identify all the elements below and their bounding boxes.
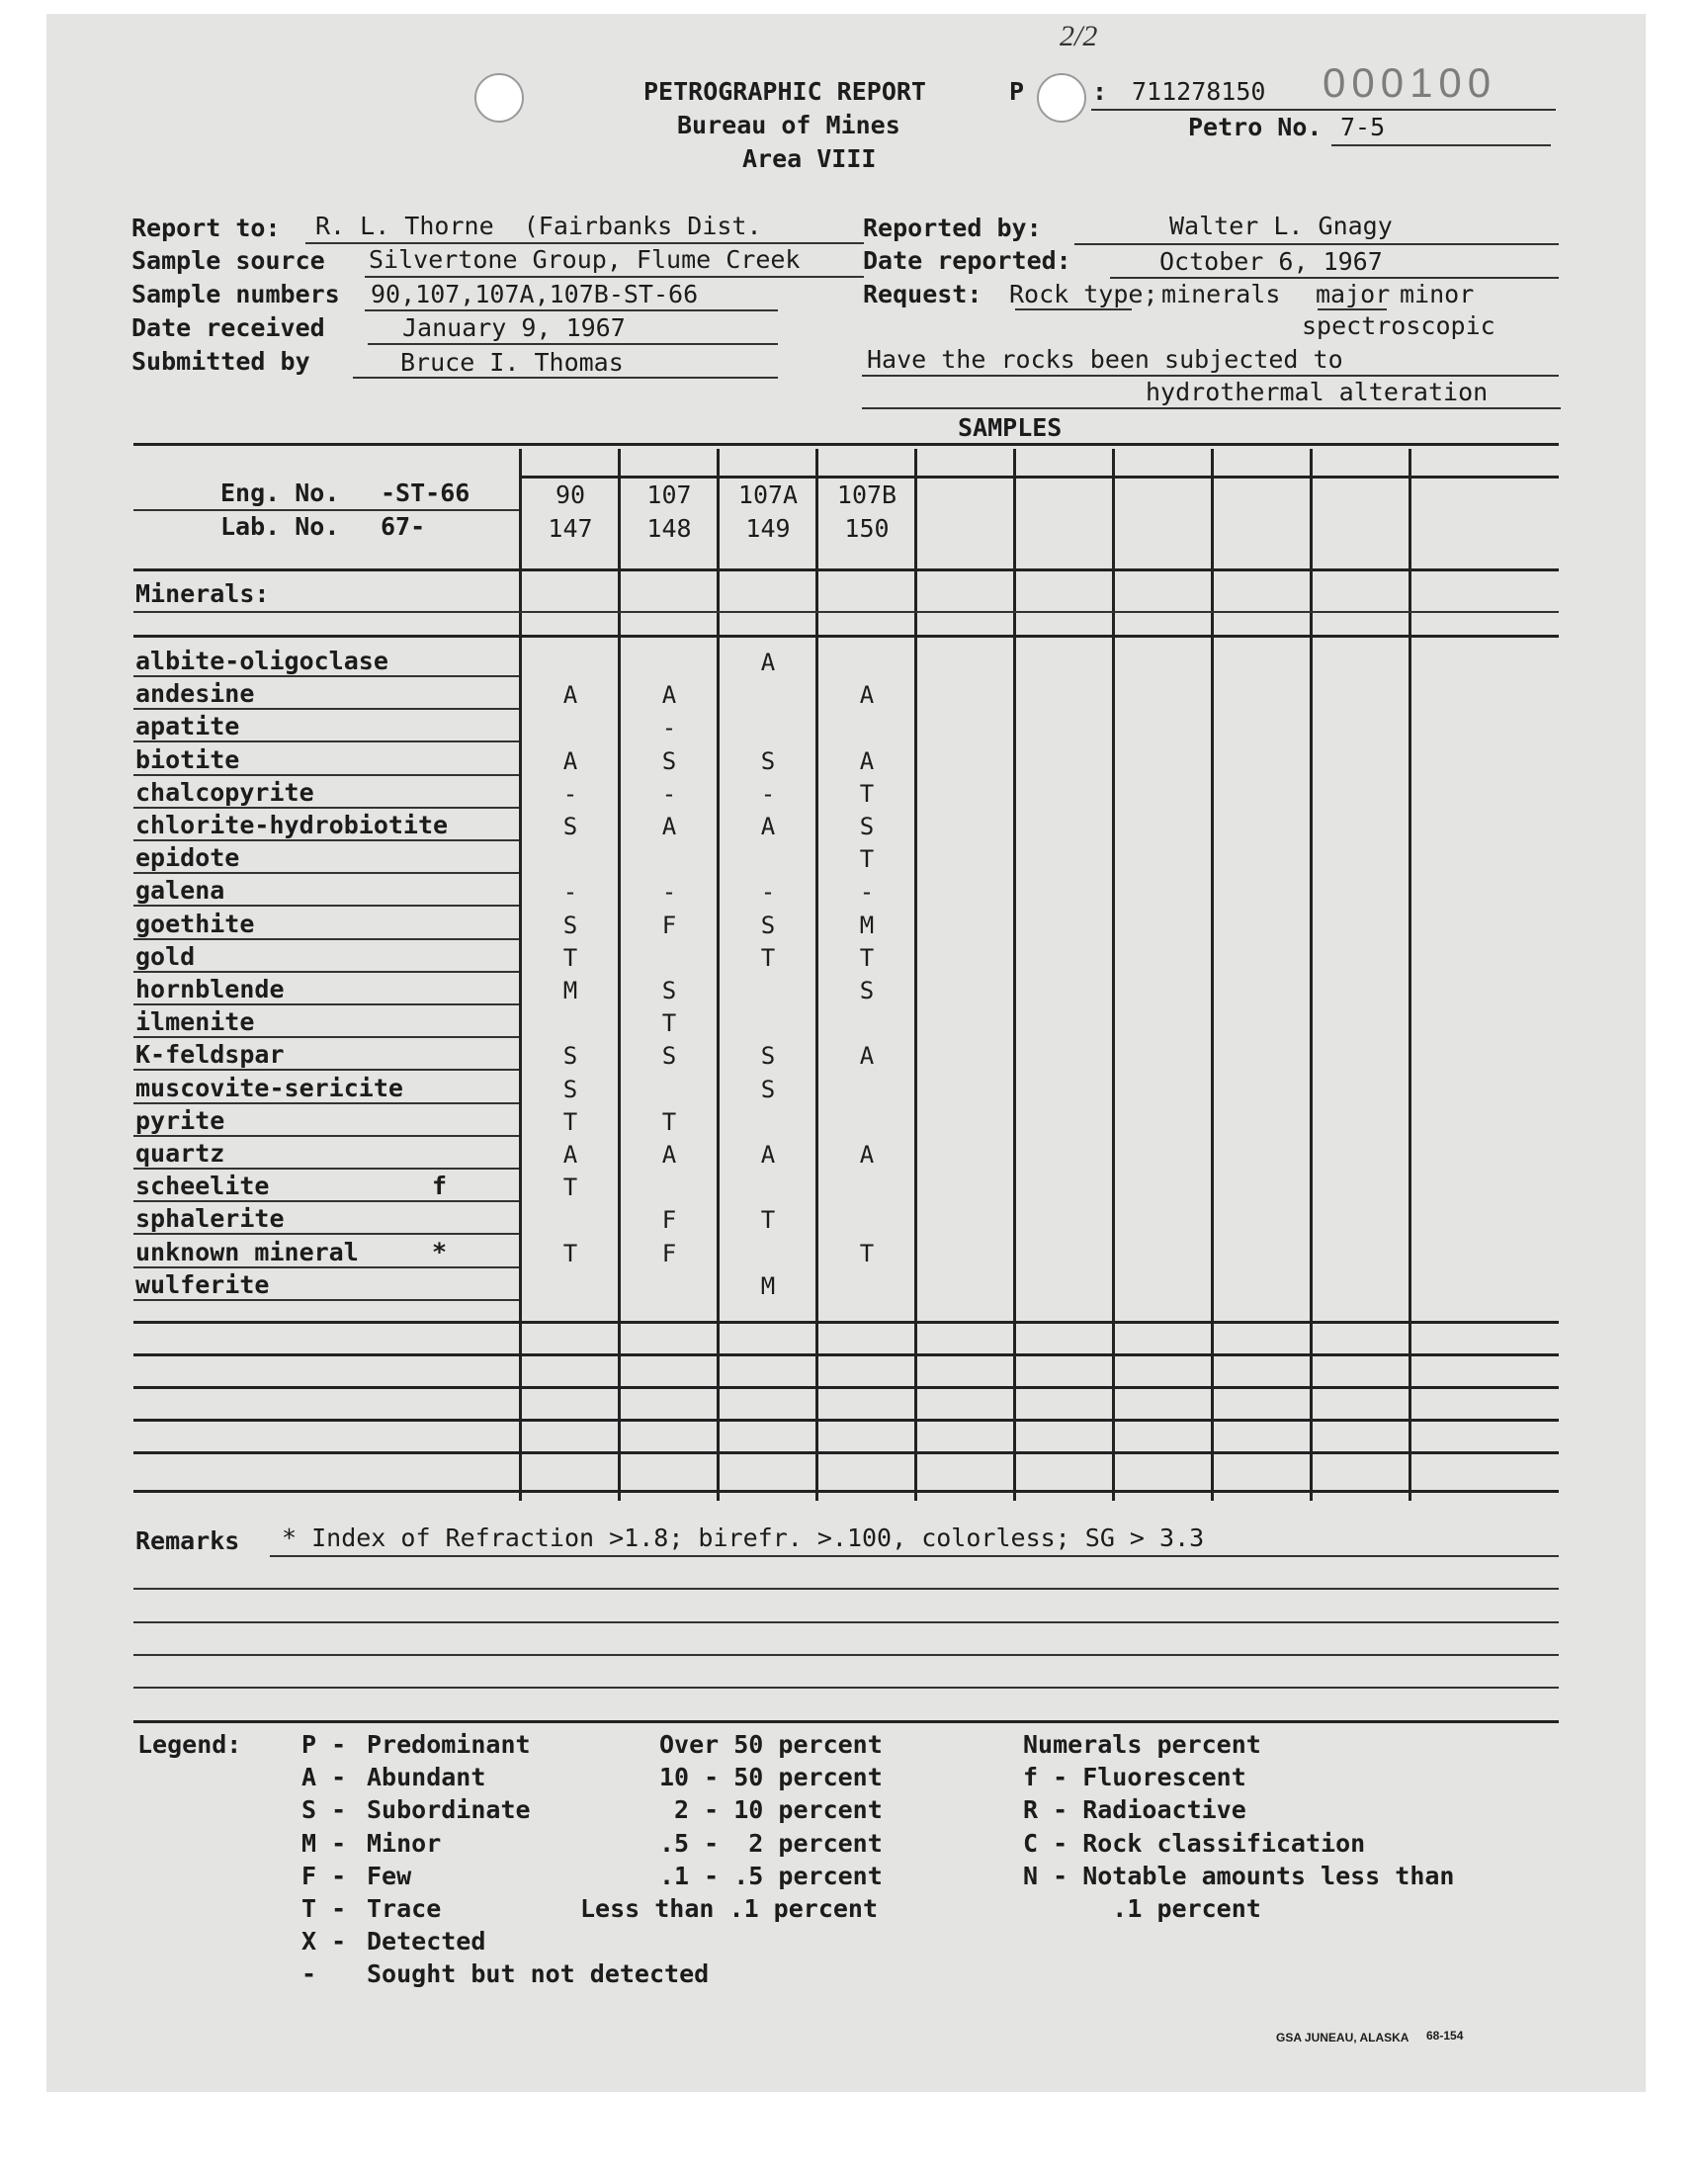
mineral-value: S	[562, 813, 578, 840]
request-label: Request:	[863, 280, 982, 308]
legend-meaning: Detected	[367, 1927, 486, 1956]
hydrothermal-underline-2	[862, 407, 1561, 409]
petro-label: Petro No.	[1188, 113, 1323, 141]
mineral-underline	[133, 839, 519, 841]
petro-value: 7-5	[1340, 113, 1386, 141]
mineral-underline	[133, 1233, 519, 1235]
lab-no-label: Lab. No.	[220, 512, 340, 541]
mineral-name: andesine	[135, 679, 255, 708]
samples-top-rule	[133, 443, 1559, 446]
report-sheet	[46, 14, 1646, 2092]
mineral-value: A	[661, 1141, 677, 1169]
mineral-value: S	[661, 747, 677, 775]
mineral-value: A	[562, 681, 578, 709]
mineral-underline	[133, 971, 519, 973]
mineral-value: S	[562, 1042, 578, 1070]
mineral-name: scheelite	[135, 1172, 270, 1200]
hydrothermal-question-line1: Have the rocks been subjected to	[867, 345, 1343, 374]
mineral-value: S	[760, 747, 776, 775]
column-divider-2	[717, 449, 720, 1501]
mineral-value: S	[760, 1076, 776, 1103]
column-divider-9	[1409, 449, 1411, 1501]
legend-code: S -	[301, 1795, 347, 1824]
remarks-line-2	[133, 1588, 1559, 1590]
request-minerals: minerals	[1161, 280, 1281, 308]
mineral-name: chalcopyrite	[135, 778, 314, 807]
punch-hole-right	[1037, 73, 1086, 123]
legend-range: 2 - 10 percent	[659, 1795, 883, 1824]
mineral-note: *	[432, 1238, 448, 1266]
mineral-value: S	[760, 1042, 776, 1070]
mineral-underline	[133, 1135, 519, 1137]
remarks-line-1	[270, 1555, 1559, 1557]
mineral-underline	[133, 872, 519, 874]
legend-meaning: Abundant	[367, 1763, 486, 1791]
area-name: Area VIII	[742, 144, 877, 173]
legend-note: f - Fluorescent	[1023, 1763, 1246, 1791]
lab-number-150: 150	[844, 514, 890, 543]
mineral-underline	[133, 938, 519, 940]
report-to-value: R. L. Thorne (Fairbanks Dist.	[315, 212, 762, 240]
sample-numbers-value: 90,107,107A,107B-ST-66	[371, 280, 699, 308]
mineral-value: T	[562, 1174, 578, 1201]
date-reported-underline	[1110, 277, 1559, 279]
lab-number-149: 149	[745, 514, 791, 543]
mineral-value: -	[760, 780, 776, 808]
legend-code: F -	[301, 1862, 347, 1890]
mineral-name: unknown mineral	[135, 1238, 359, 1266]
column-divider-1	[618, 449, 621, 1501]
mineral-underline	[133, 1036, 519, 1038]
mineral-underline	[133, 708, 519, 710]
blank-row-rule-1	[133, 1321, 1559, 1324]
sample-source-underline	[365, 276, 864, 278]
mineral-name: epidote	[135, 843, 240, 872]
p-label: P	[1009, 77, 1025, 106]
mineral-value: A	[859, 1042, 875, 1070]
hydrothermal-underline-1	[862, 375, 1559, 377]
mineral-value: T	[859, 780, 875, 808]
mineral-value: -	[562, 878, 578, 906]
reported-by-underline	[1074, 243, 1559, 245]
mineral-underline	[133, 1266, 519, 1268]
printer-imprint: GSA JUNEAU, ALASKA	[1276, 2031, 1409, 2044]
mineral-value: F	[661, 1206, 677, 1234]
column-divider-7	[1211, 449, 1214, 1501]
sample-numbers-underline	[365, 309, 778, 311]
page-mark: 2/2	[1060, 20, 1098, 52]
mineral-name: quartz	[135, 1139, 225, 1168]
legend-code: A -	[301, 1763, 347, 1791]
mineral-value: T	[760, 944, 776, 972]
p-value: 711278150	[1132, 77, 1266, 106]
request-rock-type: Rock type;	[1009, 280, 1158, 308]
lab-number-147: 147	[548, 514, 593, 543]
legend-meaning: Few	[367, 1862, 412, 1890]
mineral-value: T	[859, 1240, 875, 1267]
report-title: PETROGRAPHIC REPORT	[643, 77, 926, 106]
date-reported-label: Date reported:	[863, 246, 1071, 275]
mineral-value: A	[661, 813, 677, 840]
mineral-value: S	[859, 977, 875, 1004]
mineral-name: muscovite-sericite	[135, 1074, 403, 1102]
mineral-underline	[133, 1003, 519, 1005]
mineral-value: A	[859, 681, 875, 709]
legend-meaning: Sought but not detected	[367, 1959, 710, 1988]
mineral-name: albite-oligoclase	[135, 647, 388, 675]
mineral-underline	[133, 675, 519, 677]
column-divider-4	[914, 449, 917, 1501]
mineral-value: A	[760, 649, 776, 676]
blank-row-rule-4	[133, 1419, 1559, 1422]
mineral-name: gold	[135, 942, 196, 971]
legend-code: -	[301, 1959, 317, 1988]
remarks-line-5	[133, 1687, 1559, 1689]
mineral-name: hornblende	[135, 975, 285, 1003]
sample-source-label: Sample source	[131, 246, 325, 275]
mineral-note: f	[432, 1172, 448, 1200]
minerals-top-rule	[133, 635, 1559, 638]
column-divider-6	[1112, 449, 1115, 1501]
mineral-value: A	[859, 1141, 875, 1169]
remarks-line-4	[133, 1654, 1559, 1656]
mineral-name: galena	[135, 876, 225, 905]
report-to-underline	[305, 242, 864, 244]
major-underline	[1318, 308, 1387, 310]
mineral-value: F	[661, 912, 677, 939]
mineral-name: sphalerite	[135, 1204, 285, 1233]
legend-range: Less than .1 percent	[580, 1894, 879, 1923]
samples-heading: SAMPLES	[958, 413, 1063, 442]
mineral-value: A	[859, 747, 875, 775]
column-divider-0	[519, 449, 522, 1501]
legend-meaning: Predominant	[367, 1730, 531, 1759]
mineral-value: T	[661, 1108, 677, 1136]
stamp-number: 000100	[1323, 59, 1497, 106]
mineral-underline	[133, 1168, 519, 1170]
legend-range: .1 - .5 percent	[659, 1862, 883, 1890]
mineral-name: chlorite-hydrobiotite	[135, 811, 449, 839]
reported-by-value: Walter L. Gnagy	[1169, 212, 1393, 240]
mineral-value: T	[859, 845, 875, 873]
column-divider-8	[1310, 449, 1313, 1501]
mineral-value: S	[562, 1076, 578, 1103]
legend-note: N - Notable amounts less than	[1023, 1862, 1455, 1890]
date-received-label: Date received	[131, 313, 325, 342]
eng-number-107b: 107B	[836, 480, 897, 509]
legend-code: M -	[301, 1829, 347, 1858]
mineral-value: S	[859, 813, 875, 840]
mineral-underline	[133, 740, 519, 742]
mineral-value: S	[760, 912, 776, 939]
mineral-value: A	[661, 681, 677, 709]
mineral-underline	[133, 1200, 519, 1202]
mineral-underline	[133, 1102, 519, 1104]
mineral-value: -	[661, 780, 677, 808]
legend-range: Over 50 percent	[659, 1730, 883, 1759]
mineral-value: T	[562, 1108, 578, 1136]
mineral-value: A	[562, 747, 578, 775]
p-colon: :	[1092, 77, 1108, 106]
request-minor: minor	[1400, 280, 1475, 308]
blank-row-rule-2	[133, 1353, 1559, 1356]
mineral-value: T	[661, 1009, 677, 1037]
minerals-heading: Minerals:	[135, 579, 270, 608]
mineral-value: T	[760, 1206, 776, 1234]
column-divider-5	[1013, 449, 1016, 1501]
legend-note: R - Radioactive	[1023, 1795, 1246, 1824]
mineral-name: K-feldspar	[135, 1040, 285, 1069]
mineral-name: ilmenite	[135, 1007, 255, 1036]
eng-number-107: 107	[646, 480, 692, 509]
mineral-value: S	[562, 912, 578, 939]
form-number: 68-154	[1426, 2029, 1464, 2043]
mineral-underline	[133, 1299, 519, 1301]
legend-code: P -	[301, 1730, 347, 1759]
mineral-value: -	[661, 878, 677, 906]
mineral-underline	[133, 1069, 519, 1071]
mineral-value: A	[760, 813, 776, 840]
petro-underline	[1331, 144, 1551, 146]
mineral-value: T	[562, 1240, 578, 1267]
legend-note: C - Rock classification	[1023, 1829, 1366, 1858]
remarks-line-3	[133, 1621, 1559, 1623]
request-spectroscopic: spectroscopic	[1302, 311, 1495, 340]
lab-number-148: 148	[646, 514, 692, 543]
legend-meaning: Trace	[367, 1894, 442, 1923]
mineral-value: M	[562, 977, 578, 1004]
mineral-value: M	[760, 1272, 776, 1300]
mineral-name: wulferite	[135, 1270, 270, 1299]
blank-row-rule-3	[133, 1386, 1559, 1389]
submitted-by-underline	[353, 377, 778, 379]
remarks-label: Remarks	[135, 1526, 240, 1555]
sample-source-value: Silvertone Group, Flume Creek	[369, 245, 801, 274]
mineral-value: S	[661, 1042, 677, 1070]
submitted-by-label: Submitted by	[131, 347, 310, 376]
submitted-by-value: Bruce I. Thomas	[400, 348, 624, 377]
legend-code: T -	[301, 1894, 347, 1923]
eng-no-suffix: -ST-66	[381, 478, 470, 507]
remarks-text: * Index of Refraction >1.8; birefr. >.100, colorless; SG > 3.3	[282, 1523, 1205, 1552]
column-divider-3	[815, 449, 818, 1501]
rock-type-underline	[1015, 308, 1132, 310]
date-received-underline	[368, 343, 778, 345]
mineral-underline	[133, 807, 519, 809]
legend-code: X -	[301, 1927, 347, 1956]
date-received-value: January 9, 1967	[402, 313, 626, 342]
sample-numbers-label: Sample numbers	[131, 280, 340, 308]
report-to-label: Report to:	[131, 214, 281, 242]
mineral-value: A	[760, 1141, 776, 1169]
eng-underline	[133, 509, 519, 511]
mineral-value: T	[859, 944, 875, 972]
blank-row-rule-5	[133, 1451, 1559, 1454]
legend-note: .1 percent	[1023, 1894, 1261, 1923]
mineral-value: -	[760, 878, 776, 906]
mineral-name: pyrite	[135, 1106, 225, 1135]
legend-meaning: Subordinate	[367, 1795, 531, 1824]
request-major: major	[1316, 280, 1391, 308]
mineral-value: -	[562, 780, 578, 808]
mineral-value: S	[661, 977, 677, 1004]
legend-meaning: Minor	[367, 1829, 442, 1858]
mineral-underline	[133, 905, 519, 907]
minerals-heading-underline	[133, 611, 1559, 613]
legend-range: .5 - 2 percent	[659, 1829, 883, 1858]
mineral-name: goethite	[135, 910, 255, 938]
mineral-value: A	[562, 1141, 578, 1169]
eng-no-label: Eng. No.	[220, 478, 340, 507]
mineral-value: -	[859, 878, 875, 906]
remarks-bottom-rule	[133, 1720, 1559, 1723]
date-reported-value: October 6, 1967	[1159, 247, 1383, 276]
p-value-underline	[1091, 109, 1556, 111]
mineral-value: F	[661, 1240, 677, 1267]
mineral-value: M	[859, 912, 875, 939]
lab-row-rule	[133, 568, 1559, 571]
mineral-name: apatite	[135, 712, 240, 740]
eng-number-107a: 107A	[737, 480, 799, 509]
legend-label: Legend:	[137, 1730, 242, 1759]
legend-note: Numerals percent	[1023, 1730, 1261, 1759]
hydrothermal-question-line2: hydrothermal alteration	[1146, 378, 1489, 406]
mineral-name: biotite	[135, 745, 240, 774]
punch-hole-left	[474, 73, 524, 123]
lab-no-prefix: 67-	[381, 512, 426, 541]
eng-number-90: 90	[555, 480, 586, 509]
mineral-underline	[133, 774, 519, 776]
legend-range: 10 - 50 percent	[659, 1763, 883, 1791]
eng-row-rule	[521, 476, 1559, 478]
reported-by-label: Reported by:	[863, 214, 1042, 242]
mineral-value: T	[562, 944, 578, 972]
table-bottom-rule	[133, 1490, 1559, 1493]
agency-name: Bureau of Mines	[677, 111, 900, 139]
mineral-value: -	[661, 714, 677, 741]
